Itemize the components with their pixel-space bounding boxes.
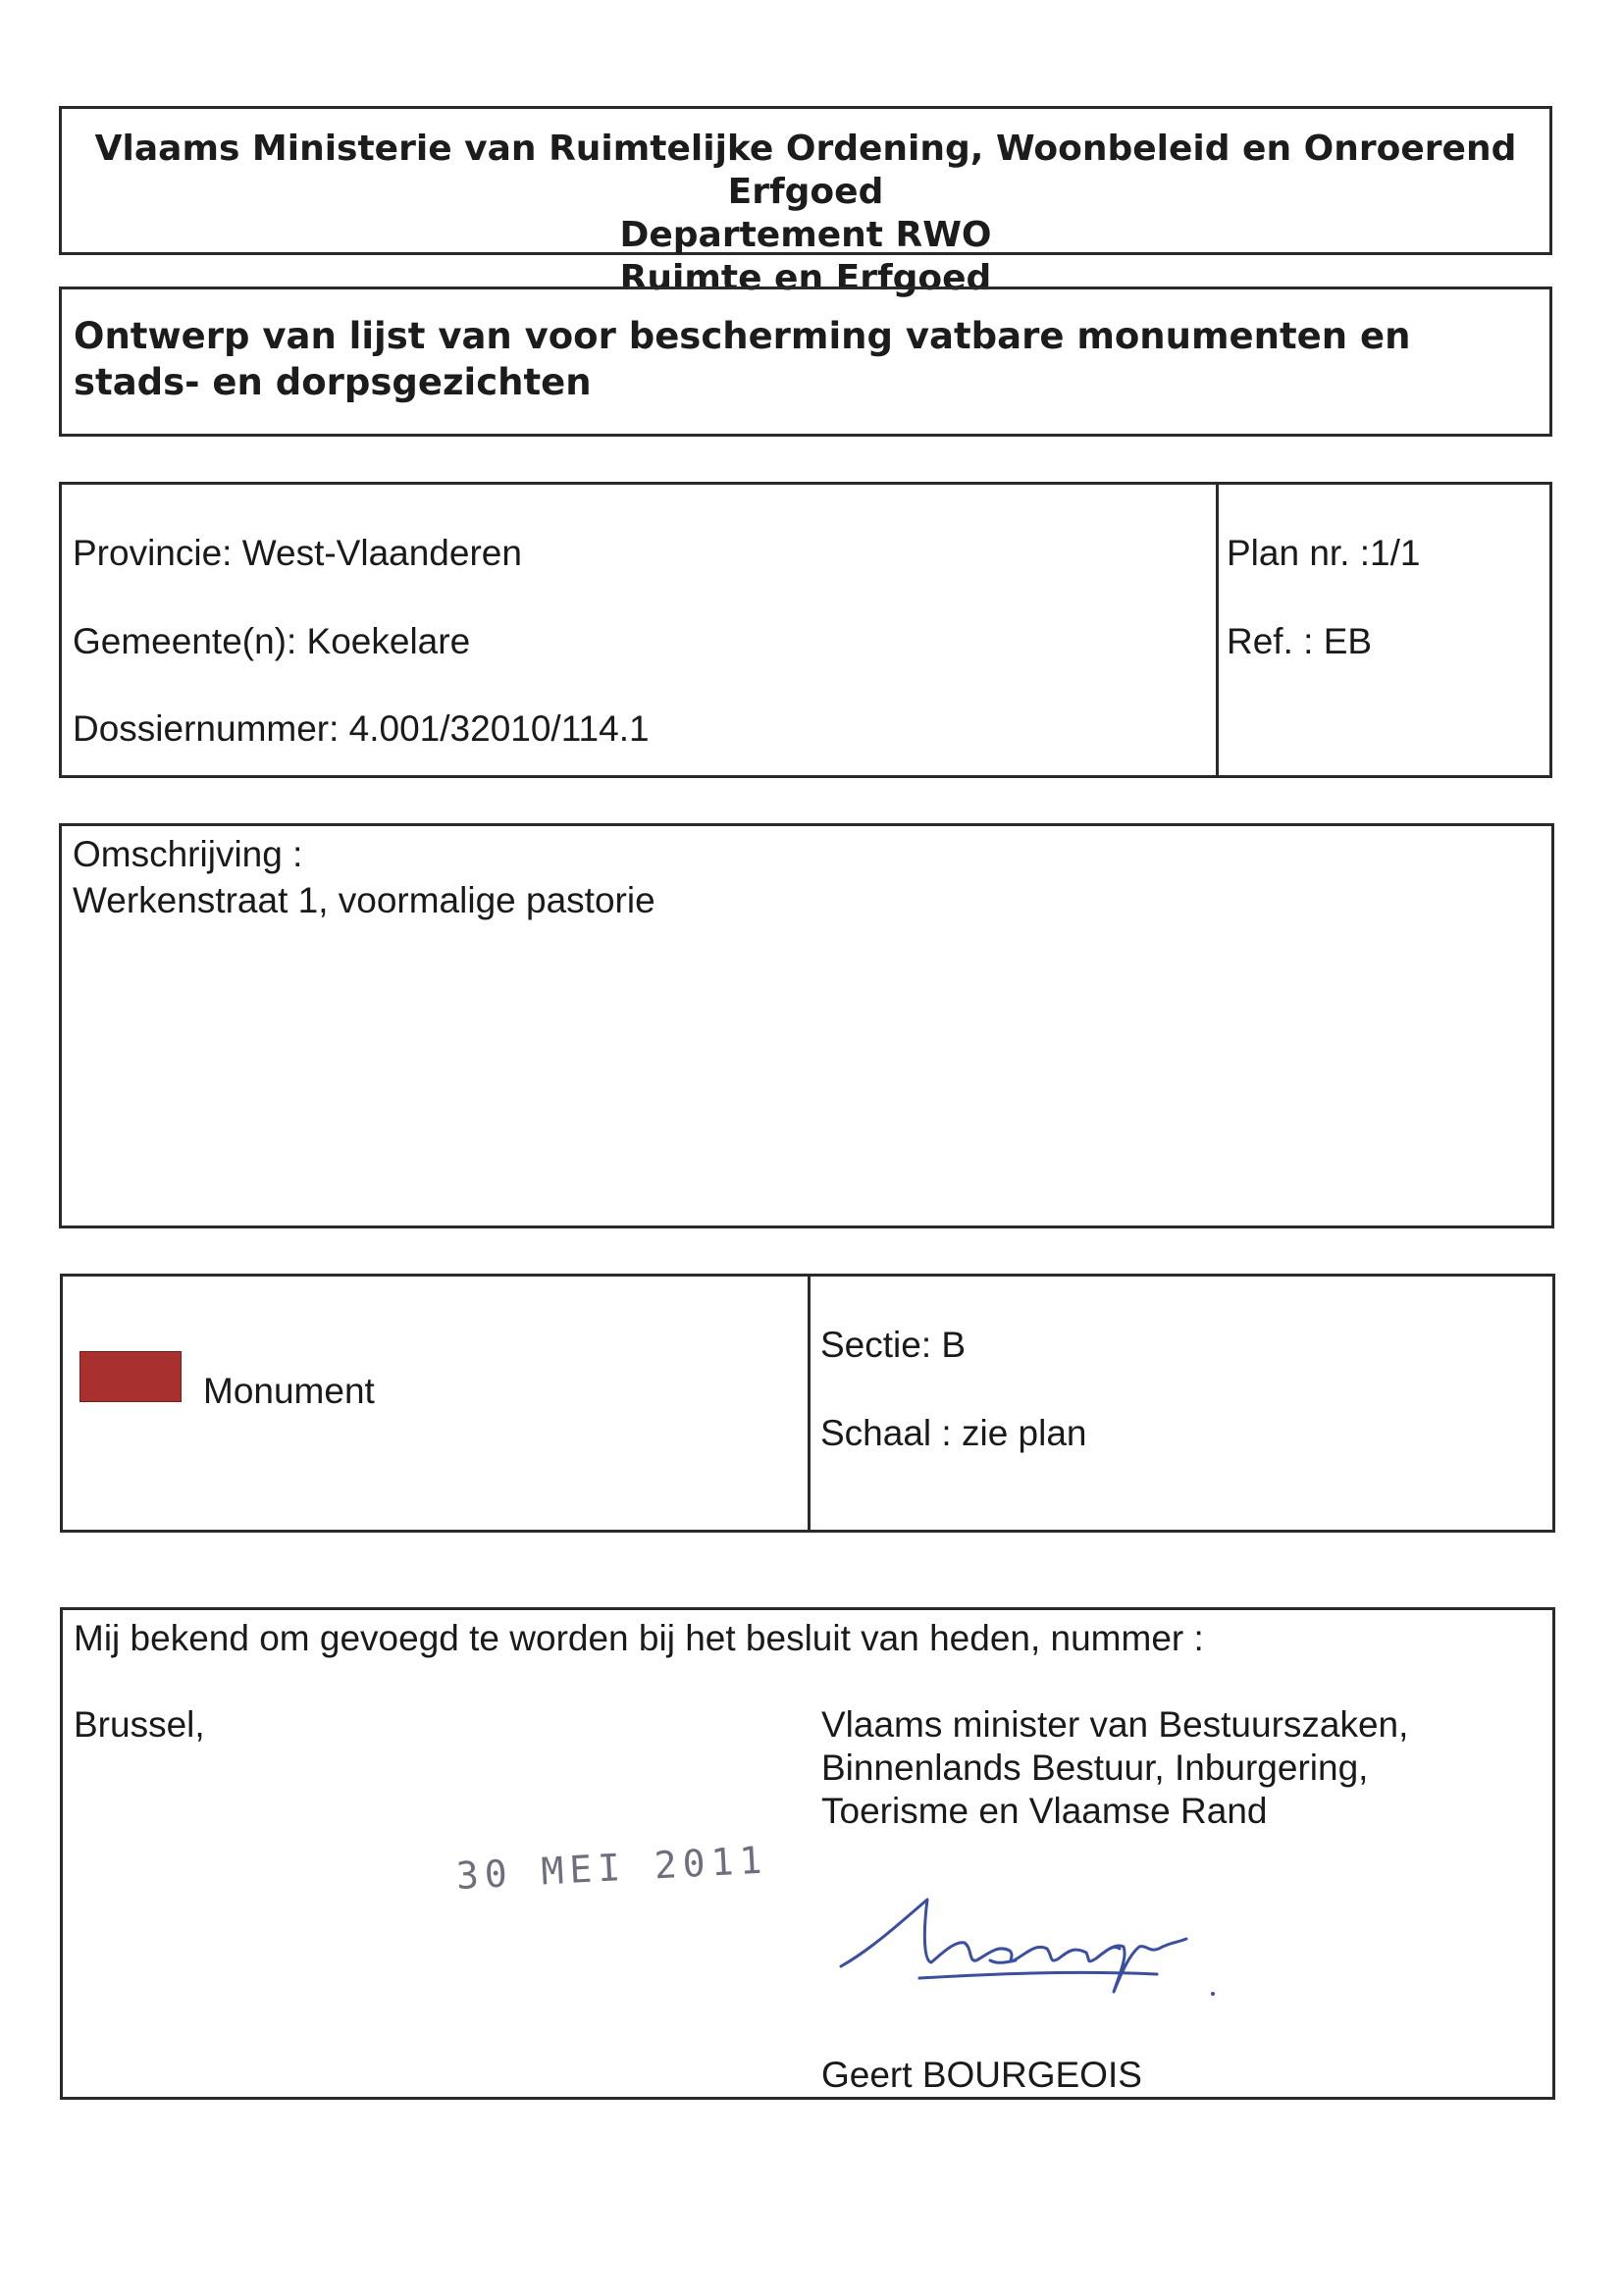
date-stamp: 30 MEI 2011 bbox=[454, 1838, 769, 1898]
signatory-name: Geert BOURGEOIS bbox=[821, 2055, 1142, 2095]
location-box bbox=[59, 482, 1552, 778]
sectie-field: Sectie: B bbox=[820, 1325, 967, 1365]
signature-box bbox=[60, 1607, 1555, 2100]
legend-box bbox=[60, 1274, 1555, 1533]
minister-title-line1: Vlaams minister van Bestuurszaken, bbox=[821, 1704, 1409, 1745]
minister-title-line3: Toerisme en Vlaamse Rand bbox=[821, 1791, 1268, 1831]
division-name: Ruimte en Erfgoed bbox=[619, 258, 992, 298]
provincie-field: Provincie: West-Vlaanderen bbox=[73, 533, 522, 573]
handwritten-signature bbox=[833, 1892, 1245, 2029]
header-box bbox=[59, 106, 1552, 298]
monument-color-swatch bbox=[79, 1351, 182, 1402]
minister-title-line2: Binnenlands Bestuur, Inburgering, bbox=[821, 1748, 1369, 1788]
description-label: Omschrijving : bbox=[73, 834, 303, 874]
schaal-field: Schaal : zie plan bbox=[820, 1413, 1087, 1453]
department-name: Departement RWO bbox=[619, 215, 992, 255]
location-divider bbox=[1216, 485, 1219, 775]
legend-divider bbox=[808, 1277, 811, 1530]
dossier-number-field: Dossiernummer: 4.001/32010/114.1 bbox=[73, 708, 650, 749]
monument-legend-label: Monument bbox=[203, 1371, 375, 1411]
title-box bbox=[59, 287, 1552, 437]
signature-intro: Mij bekend om gevoegd te worden bij het besluit van heden, nummer : bbox=[74, 1618, 1204, 1658]
signing-city: Brussel, bbox=[74, 1704, 205, 1745]
description-box bbox=[59, 823, 1554, 1228]
description-value: Werkenstraat 1, voormalige pastorie bbox=[73, 880, 655, 920]
reference-field: Ref. : EB bbox=[1227, 621, 1373, 661]
ministry-name: Vlaams Ministerie van Ruimtelijke Ordening, Woonbeleid en Onroerend Erfgoed bbox=[94, 129, 1517, 212]
plan-number-field: Plan nr. :1/1 bbox=[1227, 533, 1421, 573]
document-title: Ontwerp van lijst van voor bescherming vatbare monumenten en stads- en dorpsgezichten bbox=[74, 315, 1411, 403]
gemeente-field: Gemeente(n): Koekelare bbox=[73, 621, 471, 661]
